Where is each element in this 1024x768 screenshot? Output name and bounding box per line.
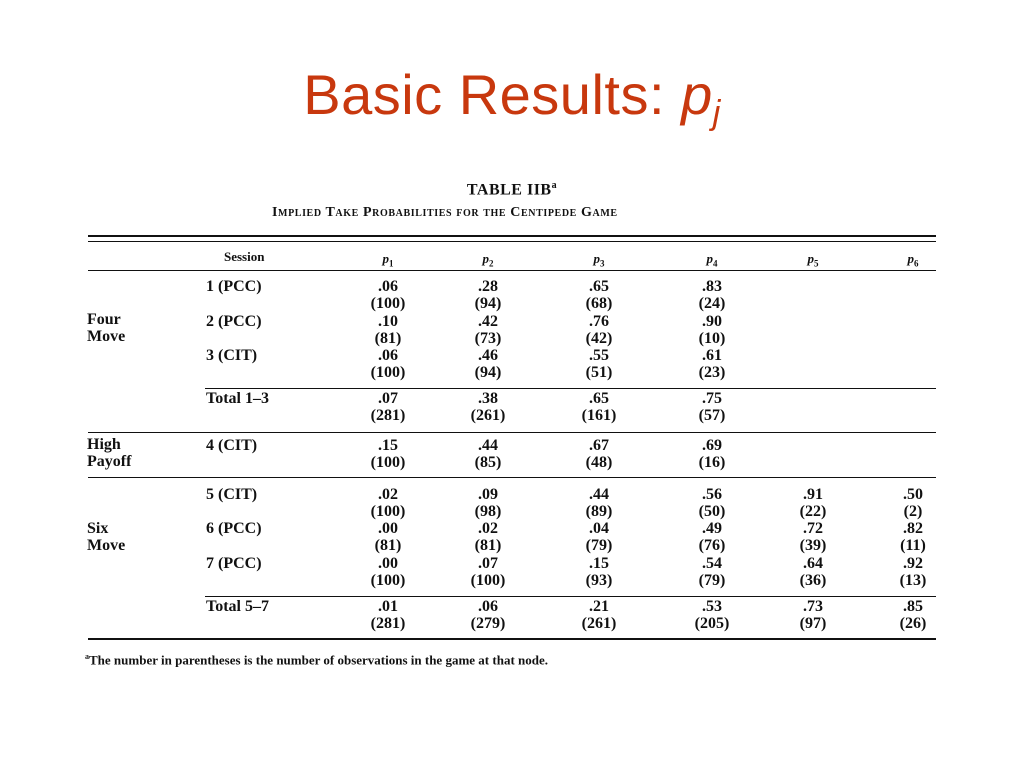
observation-count: (161) xyxy=(581,407,617,424)
observation-count: (85) xyxy=(474,454,502,471)
observation-count: (57) xyxy=(698,407,726,424)
observation-count: (81) xyxy=(374,330,402,347)
probability-value: .92 xyxy=(903,555,923,572)
probability-value: .07 xyxy=(378,390,398,407)
total-5-7-rule xyxy=(205,596,936,597)
table-cell xyxy=(569,598,629,632)
observation-count: (100) xyxy=(370,364,406,381)
probability-value: .49 xyxy=(702,520,722,537)
probability-value: .02 xyxy=(478,520,498,537)
table-cell xyxy=(883,555,943,589)
table-cell xyxy=(458,520,518,554)
observation-count: (94) xyxy=(474,364,502,381)
table-cell xyxy=(682,437,742,471)
table-cell xyxy=(569,520,629,554)
observation-count: (42) xyxy=(585,330,613,347)
title-variable: p xyxy=(681,63,713,126)
table-cell xyxy=(569,278,629,312)
observation-count: (81) xyxy=(474,537,502,554)
observation-count: (16) xyxy=(698,454,726,471)
probability-value: .72 xyxy=(803,520,823,537)
table-title xyxy=(0,180,1024,199)
observation-count: (68) xyxy=(585,295,613,312)
session-label: 6 (PCC) xyxy=(206,520,262,537)
table-cell xyxy=(883,486,943,520)
probability-value: .55 xyxy=(589,347,609,364)
header-p-sub: 1 xyxy=(389,258,394,269)
table-cell xyxy=(783,598,843,632)
observation-count: (79) xyxy=(698,572,726,589)
probability-value: .76 xyxy=(589,313,609,330)
header-session: Session xyxy=(224,249,265,264)
table-cell xyxy=(783,520,843,554)
table-cell xyxy=(569,486,629,520)
four-move-bottom-rule xyxy=(88,432,936,433)
table-footnote xyxy=(85,652,548,668)
table-cell xyxy=(358,520,418,554)
header-p-sub: 4 xyxy=(713,258,718,269)
probability-value: .04 xyxy=(589,520,609,537)
table-cell xyxy=(569,390,629,424)
header-p-sub: 6 xyxy=(914,258,919,269)
observation-count: (279) xyxy=(470,615,506,632)
probability-value: .00 xyxy=(378,555,398,572)
table-cell xyxy=(358,390,418,424)
table-cell xyxy=(682,347,742,381)
table-title-sup: a xyxy=(551,180,558,191)
table-cell xyxy=(358,278,418,312)
table-cell xyxy=(458,598,518,632)
observation-count: (2) xyxy=(903,503,923,520)
observation-count: (76) xyxy=(698,537,726,554)
observation-count: (100) xyxy=(370,454,406,471)
group-six-move-line1: Six xyxy=(87,520,109,537)
group-high-payoff xyxy=(87,436,131,470)
observation-count: (100) xyxy=(370,572,406,589)
session-label: Total 5–7 xyxy=(206,598,269,615)
table-cell xyxy=(682,278,742,312)
table-cell xyxy=(783,486,843,520)
observation-count: (97) xyxy=(799,615,827,632)
observation-count: (100) xyxy=(370,503,406,520)
top-rule xyxy=(88,235,936,237)
table-cell xyxy=(458,486,518,520)
table-cell xyxy=(458,437,518,471)
table-cell xyxy=(569,437,629,471)
table-cell xyxy=(682,390,742,424)
header-p1 xyxy=(358,250,418,273)
observation-count: (10) xyxy=(698,330,726,347)
observation-count: (81) xyxy=(374,537,402,554)
observation-count: (79) xyxy=(585,537,613,554)
probability-value: .50 xyxy=(903,486,923,503)
observation-count: (281) xyxy=(370,615,406,632)
header-p-symbol: p xyxy=(593,251,600,266)
observation-count: (73) xyxy=(474,330,502,347)
header-p5 xyxy=(783,250,843,273)
bottom-rule xyxy=(88,638,936,640)
observation-count: (13) xyxy=(899,572,927,589)
observation-count: (51) xyxy=(585,364,613,381)
probability-value: .21 xyxy=(589,598,609,615)
probability-value: .15 xyxy=(589,555,609,572)
table-cell xyxy=(569,555,629,589)
probability-value: .28 xyxy=(478,278,498,295)
table-cell xyxy=(358,437,418,471)
header-p-symbol: p xyxy=(907,251,914,266)
probability-value: .54 xyxy=(702,555,722,572)
group-six-move-line2: Move xyxy=(87,537,126,554)
observation-count: (48) xyxy=(585,454,613,471)
probability-value: .75 xyxy=(702,390,722,407)
probability-value: .44 xyxy=(478,437,498,454)
session-label: 1 (PCC) xyxy=(206,278,262,295)
header-p-symbol: p xyxy=(382,251,389,266)
observation-count: (23) xyxy=(698,364,726,381)
group-high-payoff-line1: High xyxy=(87,436,121,453)
session-label: 7 (PCC) xyxy=(206,555,262,572)
observation-count: (261) xyxy=(581,615,617,632)
probability-value: .83 xyxy=(702,278,722,295)
session-label: Total 1–3 xyxy=(206,390,269,407)
header-p4 xyxy=(682,250,742,273)
session-label: 4 (CIT) xyxy=(206,437,258,454)
table-cell xyxy=(458,390,518,424)
probability-value: .06 xyxy=(478,598,498,615)
observation-count: (36) xyxy=(799,572,827,589)
total-1-3-rule xyxy=(205,388,936,389)
probability-value: .85 xyxy=(903,598,923,615)
group-high-payoff-line2: Payoff xyxy=(87,453,132,470)
group-four-move-line1: Four xyxy=(87,311,121,328)
header-p-symbol: p xyxy=(482,251,489,266)
table-cell xyxy=(682,486,742,520)
probability-value: .01 xyxy=(378,598,398,615)
header-p2 xyxy=(458,250,518,273)
table-cell xyxy=(569,347,629,381)
observation-count: (98) xyxy=(474,503,502,520)
probability-value: .07 xyxy=(478,555,498,572)
table-cell xyxy=(682,520,742,554)
table-subtitle: Implied Take Probabilities for the Centipede Game xyxy=(272,205,618,220)
observation-count: (26) xyxy=(899,615,927,632)
observation-count: (89) xyxy=(585,503,613,520)
footnote-text: The number in parentheses is the number of observations in the game at that node. xyxy=(89,652,548,668)
observation-count: (205) xyxy=(694,615,730,632)
probability-value: .06 xyxy=(378,347,398,364)
group-four-move xyxy=(87,311,125,345)
observation-count: (11) xyxy=(900,537,926,554)
table-cell xyxy=(458,555,518,589)
header-p-symbol: p xyxy=(706,251,713,266)
footnote-sup: a xyxy=(85,652,89,661)
table-cell xyxy=(358,598,418,632)
probability-value: .91 xyxy=(803,486,823,503)
table-cell xyxy=(682,555,742,589)
table-title-text: TABLE IIB xyxy=(466,181,552,199)
table-cell xyxy=(358,347,418,381)
probability-value: .38 xyxy=(478,390,498,407)
probability-value: .65 xyxy=(589,390,609,407)
probability-value: .82 xyxy=(903,520,923,537)
table-cell xyxy=(458,278,518,312)
probability-value: .64 xyxy=(803,555,823,572)
observation-count: (100) xyxy=(370,295,406,312)
table-cell xyxy=(458,347,518,381)
high-payoff-bottom-rule xyxy=(88,477,936,478)
probability-value: .65 xyxy=(589,278,609,295)
session-label: 3 (CIT) xyxy=(206,347,258,364)
probability-value: .00 xyxy=(378,520,398,537)
probability-value: .67 xyxy=(589,437,609,454)
observation-count: (261) xyxy=(470,407,506,424)
title-text: Basic Results: xyxy=(303,63,682,126)
probability-value: .42 xyxy=(478,313,498,330)
table-cell xyxy=(783,555,843,589)
table-cell xyxy=(682,313,742,347)
header-p6 xyxy=(883,250,943,273)
session-label: 5 (CIT) xyxy=(206,486,258,503)
title-subscript: j xyxy=(712,94,721,132)
probability-value: .09 xyxy=(478,486,498,503)
header-p-sub: 2 xyxy=(489,258,494,269)
header-p-sub: 3 xyxy=(600,258,605,269)
probability-value: .53 xyxy=(702,598,722,615)
table-cell xyxy=(458,313,518,347)
observation-count: (24) xyxy=(698,295,726,312)
top-rule-thin xyxy=(88,241,936,242)
table-cell xyxy=(358,555,418,589)
probability-value: .02 xyxy=(378,486,398,503)
observation-count: (50) xyxy=(698,503,726,520)
table-cell xyxy=(358,486,418,520)
table-cell xyxy=(569,313,629,347)
probability-value: .06 xyxy=(378,278,398,295)
probability-value: .69 xyxy=(702,437,722,454)
table-cell xyxy=(358,313,418,347)
probability-value: .56 xyxy=(702,486,722,503)
table-cell xyxy=(883,598,943,632)
table-cell xyxy=(682,598,742,632)
observation-count: (94) xyxy=(474,295,502,312)
probability-value: .46 xyxy=(478,347,498,364)
session-label: 2 (PCC) xyxy=(206,313,262,330)
table-cell xyxy=(883,520,943,554)
probability-value: .15 xyxy=(378,437,398,454)
probability-value: .44 xyxy=(589,486,609,503)
observation-count: (22) xyxy=(799,503,827,520)
probability-value: .61 xyxy=(702,347,722,364)
observation-count: (100) xyxy=(470,572,506,589)
group-four-move-line2: Move xyxy=(87,328,126,345)
header-p-sub: 5 xyxy=(814,258,819,269)
group-six-move xyxy=(87,520,125,554)
header-p3 xyxy=(569,250,629,273)
probability-value: .90 xyxy=(702,313,722,330)
probability-value: .10 xyxy=(378,313,398,330)
header-p-symbol: p xyxy=(807,251,814,266)
observation-count: (281) xyxy=(370,407,406,424)
observation-count: (39) xyxy=(799,537,827,554)
observation-count: (93) xyxy=(585,572,613,589)
probability-value: .73 xyxy=(803,598,823,615)
